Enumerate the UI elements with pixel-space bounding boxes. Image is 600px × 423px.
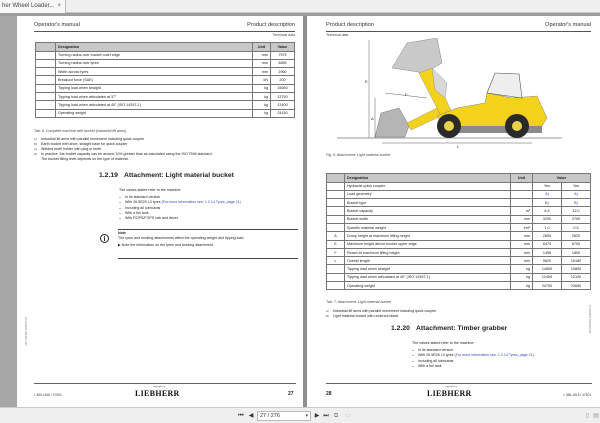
- table-row: Bucket type B) B): [327, 199, 591, 207]
- header-rule: [326, 31, 591, 32]
- footer-code: L 566-1818 / 37504: [34, 393, 62, 397]
- col-designation: Designation: [345, 174, 511, 183]
- table-header-row: [327, 174, 591, 183]
- table-row: Bucket width mm 3200 3700: [327, 215, 591, 223]
- page-subheader: Technical data: [326, 33, 349, 37]
- double-page-view-icon[interactable]: ▭: [345, 413, 351, 419]
- table-row: Width across tyres mm 2960: [36, 68, 295, 76]
- footnotes: [326, 309, 586, 319]
- info-icon: i: [100, 234, 109, 243]
- footnote: A) Industrial lift arms with parallel movement including quick coupler: [34, 137, 145, 141]
- section-heading: 1.2.20 Attachment: Timber grabber: [391, 325, 508, 332]
- bullet-item: – Including all lubricants: [119, 205, 161, 210]
- table-row: Tipping load when articulated at 40° (ISO 14397-1) kg 12400 12100: [327, 273, 591, 281]
- side-code: LWH 3234/50 10/2023 EN: [25, 316, 28, 346]
- table-row: A Dump height at maximum lifting height mm 2855 2620: [327, 232, 591, 240]
- footnote: A) Industrial lift arms with parallel movement including quick coupler: [326, 309, 437, 313]
- cross-ref-link[interactable]: (For more information see: 1.2.14 Tyres, page 21): [161, 200, 241, 205]
- bullet-item: – With 26.5R25 L3 tyres (For more information see: 1.2.14 Tyres, page 21): [412, 353, 534, 358]
- page-header-left: Product description: [326, 22, 374, 28]
- table-row: Turning radius over bucket outer edge mm 7575: [36, 51, 295, 59]
- close-tab-icon[interactable]: ×: [57, 3, 61, 9]
- header-rule: [34, 31, 295, 32]
- footnotes: [34, 137, 299, 162]
- table-row: Turning radius over tyres mm 6895: [36, 59, 295, 67]
- table-row: Tipping load when straight kg 15650: [36, 84, 295, 92]
- note-box: Note The tyres and working attachments affect the operating weight and tipping load. ▶ Note the information on the tyres and working attachment.: [118, 229, 298, 259]
- bullet-item: – With ROPS/FOPS cab and driver: [119, 216, 178, 221]
- logo-caption: copyright by: [153, 386, 165, 388]
- dim-label-F: F: [405, 92, 408, 97]
- footer-rule: [34, 383, 296, 384]
- col-unit: Unit: [511, 174, 533, 183]
- navigation-toolbar: [0, 407, 600, 423]
- next-page-icon[interactable]: ▶: [314, 413, 320, 419]
- col-unit: Unit: [253, 43, 271, 52]
- page-header-right: Product description: [247, 22, 295, 28]
- page-number-input[interactable]: 27 / 276 ▾: [257, 411, 311, 421]
- table-row: L Overall length mm 9620 10180: [327, 257, 591, 265]
- page-subheader: Technical data: [272, 33, 295, 37]
- bullet-item: – In its standard version: [412, 348, 454, 353]
- table-row: Breakout force (SAE) kN 200: [36, 76, 295, 84]
- table-header-row: [36, 43, 295, 52]
- footnote: The bucket filling level depends on the type of material.: [41, 157, 129, 161]
- table-row: Hydraulic quick coupler Yes Yes: [327, 182, 591, 190]
- footnote: D) In practice, the bucket capacity can be around 10% greater than as calculated using the ISO 7546 standard.: [34, 152, 213, 156]
- table-row: Load geometry A) A): [327, 190, 591, 198]
- table-row: Tipping load when articulated at 37° kg 13750: [36, 92, 295, 100]
- spec-table-right: [326, 173, 591, 290]
- page-number: 28: [326, 391, 332, 397]
- table-caption: Tab. 6: Complete machine with bucket (industrial lift arms): [34, 129, 127, 133]
- table-row: Tipping load when articulated at 40° (ISO 14397-1) kg 13400: [36, 101, 295, 109]
- figure-caption: Fig. 5: Attachment: Light material bucket: [326, 153, 391, 157]
- single-page-view-icon[interactable]: ⧉: [333, 413, 339, 419]
- document-tab[interactable]: [0, 0, 66, 13]
- page-27: [17, 16, 303, 407]
- liebherr-logo: LIEBHERR: [135, 389, 180, 398]
- cross-ref-link[interactable]: (For more information see: 1.2.14 Tyres, page 21): [454, 353, 534, 358]
- footnote: C) Welded tooth holder with plug-in teeth: [34, 147, 102, 151]
- bullet-item: – Including all lubricants: [412, 358, 454, 363]
- table-caption: Tab. 7: Attachment: Light material bucket: [326, 300, 392, 304]
- wheel-loader-figure: [337, 38, 562, 150]
- col-value: Value: [271, 43, 295, 52]
- tab-title: her Wheel Loader...: [2, 3, 55, 9]
- dim-label-L: L: [457, 144, 460, 149]
- table-row: Tipping load when straight kg 14850 13850: [327, 265, 591, 273]
- table-row: Operating weight kg 24700 23650: [327, 282, 591, 290]
- table-row: Bucket capacity m³ 6,5 12,0: [327, 207, 591, 215]
- table-row: Operating weight kg 24150: [36, 109, 295, 117]
- chevron-down-icon[interactable]: ▾: [305, 412, 308, 419]
- side-code: LWH 3234/50 10/2023 EN: [589, 304, 592, 334]
- bullet-item: – With a full tank: [119, 210, 149, 215]
- footnote: B) Light material bucket with undercut blade: [326, 314, 399, 318]
- bullet-item: – With 26.5R25 L3 tyres (For more information see: 1.2.14 Tyres, page 21): [119, 200, 241, 205]
- menu-icon[interactable]: ▤: [593, 413, 599, 419]
- page-28: [307, 16, 600, 407]
- table-row: Specific material weight t/m³ 1,0 0,5: [327, 223, 591, 231]
- first-page-icon[interactable]: ⏮: [238, 413, 244, 419]
- logo-caption: copyright by: [445, 386, 457, 388]
- liebherr-logo: LIEBHERR: [427, 389, 472, 398]
- section-body: The values stated refer to the machine: – In its standard version – With 26.5R25 L3 tyres (For more information see: 1.2.14 Tyres, page 21) – Including all lubricants – With a full tank: [412, 341, 592, 369]
- tab-bar: [0, 0, 600, 13]
- footnote: B) Earth bucket with short, straight base for quick coupler: [34, 142, 128, 146]
- page-header-right: Operator's manual: [545, 22, 591, 28]
- col-designation: Designation: [56, 43, 253, 52]
- spec-table-left: [35, 42, 295, 118]
- table-row: E Maximum height above bucket upper edge mm 6470 6700: [327, 240, 591, 248]
- prev-page-icon[interactable]: ◀: [248, 413, 254, 419]
- bullet-item: – With a full tank: [412, 363, 442, 368]
- section-heading: 1.2.19 Attachment: Light material bucket: [99, 172, 234, 179]
- footer-code: L 566-1818 / 37504: [563, 393, 591, 397]
- document-viewer[interactable]: [0, 16, 600, 407]
- footer-rule: [326, 383, 592, 384]
- page-header-left: Operator's manual: [34, 22, 80, 28]
- page-number: 27: [288, 391, 294, 397]
- dim-label-A: A: [371, 116, 374, 121]
- bullet-item: – In its standard version: [119, 195, 161, 200]
- panel-icon[interactable]: ▯: [585, 413, 590, 419]
- dim-label-E: E: [365, 79, 368, 84]
- last-page-icon[interactable]: ⏭: [323, 413, 329, 419]
- section-body: The values stated refer to the machine: – In its standard version – With 26.5R25 L3 tyres (For more information see: 1.2.14 Tyres, page 21) – Including all lubricants – With a full tank – With ROPS/FOPS cab and driver: [119, 188, 299, 221]
- table-row: F Reach at maximum lifting height mm 1455 1800: [327, 248, 591, 256]
- col-value: Value: [533, 174, 591, 183]
